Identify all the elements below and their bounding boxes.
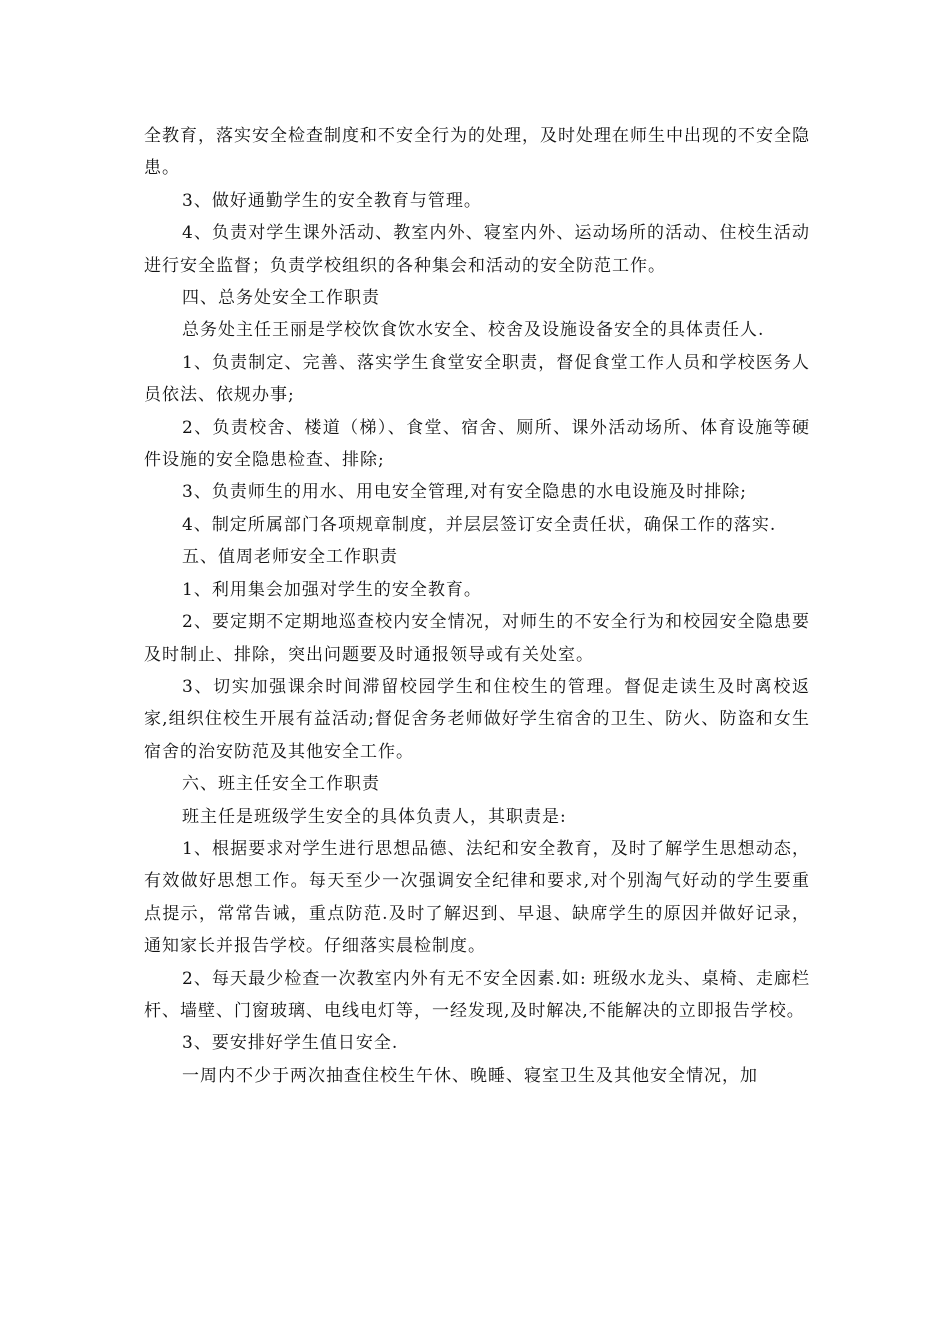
document-body: [144, 120, 810, 1092]
paragraph: 3、做好通勤学生的安全教育与管理。: [182, 190, 482, 211]
paragraph: 一周内不少于两次抽查住校生午休、晚睡、寝室卫生及其他安全情况，加: [182, 1065, 758, 1086]
section-heading: 四、总务处安全工作职责: [182, 288, 380, 309]
paragraph: 4、负责对学生课外活动、教室内外、寝室内外、运动场所的活动、住校生活动进行安全监督；负责学校组织的各种集会和活动的安全防范工作。: [144, 223, 810, 276]
paragraph: 2、每天最少检查一次教室内外有无不安全因素.如: 班级水龙头、桌椅、走廊栏杆、墙壁、门窗玻璃、电线电灯等，一经发现,及时解决,不能解决的立即报告学校。: [144, 968, 810, 1021]
paragraph: 全教育，落实安全检查制度和不安全行为的处理，及时处理在师生中出现的不安全隐患。: [144, 126, 810, 179]
paragraph: 3、要安排好学生值日安全.: [182, 1033, 399, 1054]
paragraph: 总务处主任王丽是学校饮食饮水安全、校舍及设施设备安全的具体责任人.: [182, 320, 765, 341]
paragraph: 2、要定期不定期地巡查校内安全情况，对师生的不安全行为和校园安全隐患要及时制止、排除，突出问题要及时通报领导或有关处室。: [144, 612, 810, 665]
paragraph: 2、负责校舍、楼道（梯）、食堂、宿舍、厕所、课外活动场所、体育设施等硬件设施的安全隐患检查、排除;: [144, 417, 810, 471]
paragraph: 3、负责师生的用水、用电安全管理,对有安全隐患的水电设施及时排除;: [182, 482, 747, 503]
paragraph: 1、利用集会加强对学生的安全教育。: [182, 579, 482, 600]
section-heading: 六、班主任安全工作职责: [182, 774, 380, 795]
section-heading: 五、值周老师安全工作职责: [182, 547, 398, 568]
paragraph: 4、制定所属部门各项规章制度，并层层签订安全责任状，确保工作的落实.: [182, 514, 777, 535]
paragraph: 1、根据要求对学生进行思想品德、法纪和安全教育，及时了解学生思想动态，有效做好思想工作。每天至少一次强调安全纪律和要求,对个别淘气好动的学生要重点提示，常常告诫，重点防范.及时了解迟到、早退、缺席学生的原因并做好记录，通知家长并报告学校。仔细落实晨检制度。: [144, 838, 810, 957]
paragraph: 1、负责制定、完善、落实学生食堂安全职责，督促食堂工作人员和学校医务人员依法、依规办事;: [144, 352, 810, 406]
paragraph: 3、切实加强课余时间滞留校园学生和住校生的管理。督促走读生及时离校返家,组织住校生开展有益活动;督促舍务老师做好学生宿舍的卫生、防火、防盗和女生宿舍的治安防范及其他安全工作。: [144, 676, 810, 762]
paragraph: 班主任是班级学生安全的具体负责人，其职责是:: [182, 806, 567, 827]
